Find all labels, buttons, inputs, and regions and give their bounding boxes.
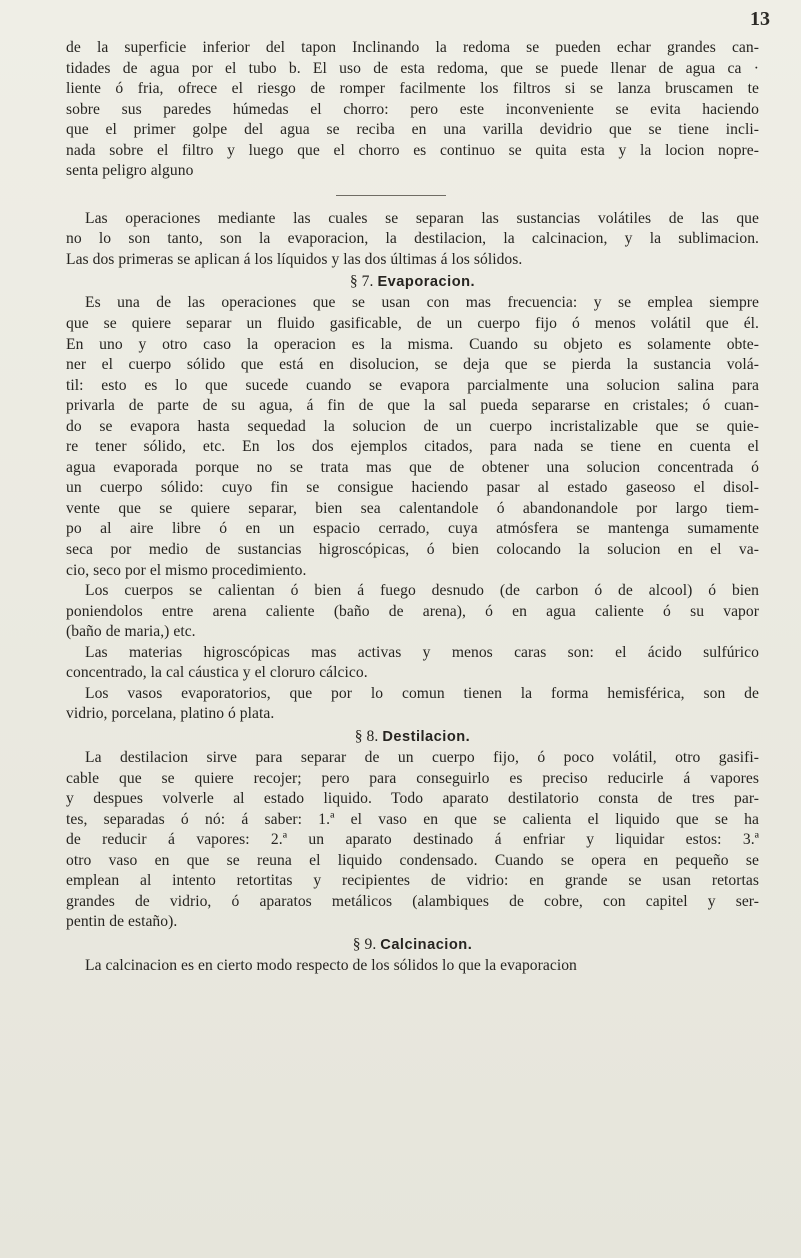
paragraph-heating-methods xyxy=(66,581,759,643)
section-title: Evaporacion. xyxy=(377,274,476,291)
text-line: agua evaporada porque no se trata mas que de obtener una solucion concentrada ó xyxy=(66,458,759,476)
paragraph-hygroscopic-materials xyxy=(66,643,759,684)
text-line: privarla de parte de su agua, á fin de que la sal pueda separarse en cristales; ó cuan- xyxy=(66,397,759,415)
text-line: nada sobre el filtro y luego que el chorro es continuo se quita esta y la locion nopre- xyxy=(66,141,759,159)
text-line: emplean al intento retortitas y recipientes de vidrio: en grande se usan retortas xyxy=(66,872,759,890)
paragraph-destilacion xyxy=(66,748,759,933)
text-line: no lo son tanto, son la evaporacion, la destilacion, la calcinacion, y la sublimacion. xyxy=(66,230,759,248)
page-body xyxy=(66,38,759,976)
text-line: poniendolos entre arena caliente (baño de arena), ó en agua caliente ó su vapor xyxy=(66,602,759,620)
text-line: La destilacion sirve para separar de un cuerpo fijo, ó poco volátil, otro gasifi- xyxy=(85,748,759,766)
section-number: § 8. xyxy=(354,727,379,745)
text-line: po al aire libre ó en un espacio cerrado, cuya atmósfera se mantenga sumamente xyxy=(66,520,759,538)
section-heading-destilacion xyxy=(66,725,759,748)
text-line: vidrio, porcelana, platino ó plata. xyxy=(66,705,275,723)
text-line: La calcinacion es en cierto modo respecto de los sólidos lo que la evaporacion xyxy=(85,956,577,974)
text-line: ner el cuerpo sólido que está en disolucion, se deja que se pierda la sustancia volá- xyxy=(66,356,759,374)
section-number: § 9. xyxy=(352,935,377,953)
text-line: cio, seco por el mismo procedimiento. xyxy=(66,561,307,579)
text-line: pentin de estaño). xyxy=(66,913,178,931)
section-heading-evaporacion xyxy=(66,270,759,293)
text-line: tidades de agua por el tubo b. El uso de esta redoma, que se puede llenar de agua ca · xyxy=(66,59,759,77)
page-number: 13 xyxy=(750,8,770,30)
text-line: Los cuerpos se calientan ó bien á fuego desnudo (de carbon ó de alcool) ó bien xyxy=(85,582,759,600)
text-line: un cuerpo sólido: cuyo fin se consigue haciendo pasar al estado gaseoso el disol- xyxy=(66,479,759,497)
text-line: (baño de maria,) etc. xyxy=(66,623,196,641)
paragraph-evaporacion xyxy=(66,293,759,581)
text-line: til: esto es lo que sucede cuando se evapora parcialmente una solucion salina para xyxy=(66,376,759,394)
text-line: concentrado, la cal cáustica y el cloruro cálcico. xyxy=(66,664,368,682)
text-line: Las dos primeras se aplican á los líquidos y las dos últimas á los sólidos. xyxy=(66,250,523,268)
section-title: Calcinacion. xyxy=(380,936,473,953)
text-line: cable que se quiere recojer; pero para conseguirlo es preciso reducirle á vapores xyxy=(66,769,759,787)
text-line: seca por medio de sustancias higroscópicas, ó bien colocando la solucion en el va- xyxy=(66,541,759,559)
paragraph-evaporating-vessels xyxy=(66,684,759,725)
paragraph-filter-washing xyxy=(66,38,759,182)
text-line: otro vaso en que se reuna el liquido condensado. Cuando se opera en pequeño se xyxy=(66,851,759,869)
text-line: de la superficie inferior del tapon Inclinando la redoma se pueden echar grandes can- xyxy=(66,39,759,56)
section-number: § 7. xyxy=(349,273,374,291)
text-line: sobre sus paredes húmedas el chorro: pero este inconveniente se evita haciendo xyxy=(66,100,759,118)
text-line: Los vasos evaporatorios, que por lo comun tienen la forma hemisférica, son de xyxy=(85,684,759,702)
text-line: tes, separadas ó nó: á saber: 1.ª el vaso en que se calienta el liquido que se ha xyxy=(66,810,759,828)
text-line: re tener sólido, etc. En los dos ejemplos citados, para nada se tiene en cuenta el xyxy=(66,438,759,456)
text-line: senta peligro alguno xyxy=(66,162,194,180)
text-line: que el primer golpe del agua se reciba en una varilla devidrio que se tiene incli- xyxy=(66,121,759,139)
text-line: Las materias higroscópicas mas activas y menos caras son: el ácido sulfúrico xyxy=(85,643,759,661)
text-line: En uno y otro caso la operacion es la misma. Cuando su objeto es solamente obte- xyxy=(66,335,759,353)
text-line: do se evapora hasta sequedad la solucion de un cuerpo incristalizable que se quie- xyxy=(66,417,759,435)
text-line: que se quiere separar un fluido gasificable, de un cuerpo fijo ó menos volátil que él. xyxy=(66,315,759,333)
text-line: vente que se quiere separar, bien sea calentandole ó abandonandole por largo tiem- xyxy=(66,499,759,517)
text-line: Es una de las operaciones que se usan con mas frecuencia: y se emplea siempre xyxy=(85,294,759,312)
text-line: liente ó fria, ofrece el riesgo de romper facilmente los filtros si se lanza bruscamen te xyxy=(66,80,759,98)
text-line: y despues volverle al estado liquido. Todo aparato destilatorio consta de tres par- xyxy=(66,790,759,808)
paragraph-calcinacion xyxy=(66,956,759,977)
text-line: grandes de vidrio, ó aparatos metálicos (alambiques de cobre, con capitel y ser- xyxy=(66,892,759,910)
section-divider-rule xyxy=(66,182,759,209)
text-line: de reducir á vapores: 2.ª un aparato destinado á enfriar y liquidar estos: 3.ª xyxy=(66,831,759,849)
section-heading-calcinacion xyxy=(66,933,759,956)
paragraph-operations-intro xyxy=(66,209,759,271)
text-line: Las operaciones mediante las cuales se separan las sustancias volátiles de las que xyxy=(85,209,759,227)
section-title: Destilacion. xyxy=(382,728,471,745)
